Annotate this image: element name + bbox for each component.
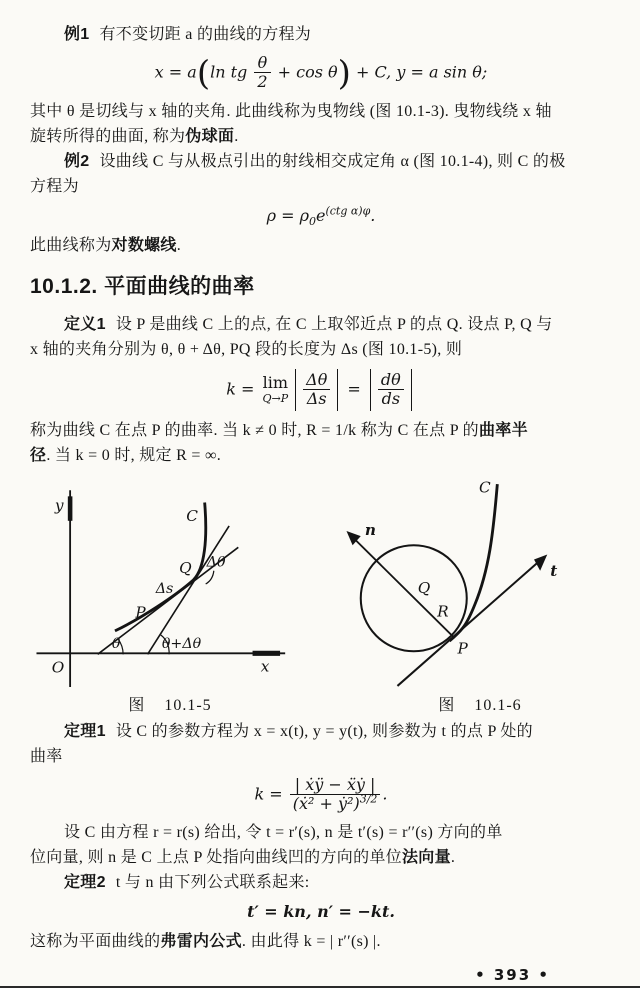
term-log-spiral: 对数螺线 [111, 236, 177, 254]
theorem1-line1 [30, 719, 612, 744]
tractrix-tail: + C, y = a sin θ; [350, 62, 488, 82]
limit-subscript: Q→P [262, 392, 289, 406]
spiral-base1: ρ = ρ [266, 205, 309, 225]
spiral-exponent: (ctg α)φ [325, 204, 371, 218]
deriv-den: ds [381, 389, 401, 409]
formula-curvature-limit [30, 369, 612, 411]
delta-s-label: Δs [155, 580, 174, 597]
figure-10-1-6 [334, 478, 626, 715]
tractrix-para-line1 [30, 99, 612, 124]
normal-vector-label: n [364, 520, 376, 539]
abs-delta [295, 369, 338, 411]
y-axis-label: y [54, 496, 64, 515]
figure-10-1-6-canvas [334, 478, 626, 690]
x-axis-label: x [260, 657, 270, 676]
delta-theta-label: Δθ [206, 554, 226, 571]
example2-label: 例2 [64, 152, 90, 170]
figure-10-1-5-caption: 图 10.1-5 [128, 696, 212, 714]
curvature-text-1: 称为曲线 C 在点 P 的曲率. 当 k ≠ 0 时, R = 1/k 称为 C 在点 P 的 [30, 421, 479, 439]
vector-text-3: . [450, 849, 456, 867]
delta-num: Δθ [303, 371, 330, 390]
definition1-line1 [30, 312, 612, 337]
example2-text-2: 方程为 [30, 177, 79, 195]
spiral-text-1: 此曲线称为 [30, 236, 112, 254]
curvature-numerator: | ẋÿ − ẍẏ | [290, 776, 381, 795]
term-frenet-formula: 弗雷内公式 [160, 933, 242, 951]
example2-text-1: 设曲线 C 与从极点引出的射线相交成定角 α (图 10.1-4), 则 C 的极 [99, 152, 566, 170]
vector-para-line1 [30, 820, 612, 845]
term-radius-2: 径 [30, 446, 47, 464]
open-paren: ( [196, 53, 211, 94]
spiral-period: . [370, 205, 376, 225]
vector-para-line2 [30, 845, 612, 870]
curvature-para-line2 [30, 443, 612, 468]
fraction-denominator: 2 [257, 72, 268, 92]
deriv-num: dθ [378, 371, 404, 390]
curvature-fraction [290, 776, 381, 814]
example1-line [30, 22, 612, 47]
delta-theta-arc [206, 570, 214, 583]
tangent-arrowhead [534, 554, 547, 570]
fraction-dtheta-ds-delta [303, 371, 330, 409]
spiral-para-line [30, 233, 612, 258]
example1-text: 有不变切距 a 的曲线的方程为 [99, 26, 312, 43]
frenet-text-1: 这称为平面曲线的 [30, 933, 161, 951]
curve-c-label: C [186, 506, 198, 525]
theorem2-text: t 与 n 由下列公式联系起来: [115, 874, 310, 892]
figure-10-1-5 [32, 478, 308, 715]
fraction-numerator: θ [254, 54, 270, 73]
figures-row [30, 478, 612, 715]
param-period: . [382, 783, 388, 803]
delta-den: Δs [306, 389, 327, 409]
denominator-base: (ẋ² + ẏ²) [292, 793, 360, 813]
tangent-vector-label: t [550, 561, 558, 580]
term-radius-1: 曲率半 [478, 421, 528, 439]
curve-c-path [449, 484, 497, 641]
formula-log-spiral [30, 206, 612, 226]
figure-10-1-6-caption: 图 10.1-6 [438, 696, 522, 714]
page-number: • 393 • [475, 966, 550, 985]
theorem1-text-2: 曲率 [30, 747, 63, 765]
figure-10-1-5-canvas [32, 478, 308, 690]
denominator-exponent: 3/2 [359, 792, 378, 806]
close-paren: ) [337, 53, 351, 94]
example2-line2 [30, 174, 612, 199]
param-lhs: k = [254, 783, 288, 803]
definition1-text-2: x 轴的夹角分别为 θ, θ + Δθ, PQ 段的长度为 Δs (图 10.1-5), 则 [30, 340, 463, 358]
term-normal-vector: 法向量 [401, 849, 451, 867]
center-q-label: Q [417, 578, 431, 597]
fraction-dtheta-ds [378, 371, 404, 409]
tractrix-text-2: 旋转所得的曲面, 称为 [30, 127, 186, 145]
origin-label: O [51, 658, 65, 677]
spiral-base2: e [315, 205, 326, 225]
definition1-label: 定义1 [64, 315, 106, 333]
curvature-para-line1 [30, 418, 612, 443]
frenet-para-line [30, 929, 612, 954]
tractrix-costheta: + cos θ [272, 62, 338, 82]
curvature-denominator [290, 792, 381, 813]
definition1-text-1: 设 P 是曲线 C 上的点, 在 C 上取邻近点 P 的点 Q. 设点 P, Q 与 [115, 315, 553, 333]
curvature-eq: = [342, 379, 366, 399]
curvature-text-2: . 当 k = 0 时, 规定 R = ∞. [46, 446, 222, 464]
theorem1-label: 定理1 [64, 722, 106, 740]
vector-text-1: 设 C 由方程 r = r(s) 给出, 令 t = r′(s), n 是 t′(s) = r′′(s) 方向的单 [64, 824, 503, 842]
section-title: 平面曲线的曲率 [104, 274, 255, 298]
tractrix-text-1: 其中 θ 是切线与 x 轴的夹角. 此曲线称为曳物线 (图 10.1-3). 曳物线绕 x 轴 [30, 102, 552, 120]
example1-label: 例1 [64, 26, 90, 43]
point-p-label: P [457, 638, 468, 657]
tractrix-lhs: x = a [154, 62, 197, 82]
point-p-label: P [135, 603, 146, 622]
limit-operator [263, 375, 289, 404]
radius-r-label: R [437, 602, 449, 621]
curvature-lhs: k = [226, 379, 260, 399]
formula-parametric-curvature [30, 776, 612, 814]
definition1-line2 [30, 337, 612, 362]
vector-text-2: 位向量, 则 n 是 C 上点 P 处指向曲线凹的方向的单位 [30, 849, 402, 867]
tractrix-text-3: . [234, 127, 239, 145]
theta-label: θ [111, 635, 121, 652]
spiral-text-2: . [176, 236, 182, 254]
theorem1-line2 [30, 744, 612, 769]
curve-c-label: C [478, 477, 491, 496]
example2-line1 [30, 149, 612, 174]
fraction-theta-2 [254, 54, 270, 92]
formula-tractrix [30, 54, 612, 92]
theta-plus-label: θ+Δθ [161, 635, 202, 652]
section-heading [30, 274, 612, 300]
frenet-equations: t′ = kn, n′ = −kt. [247, 902, 395, 922]
theorem2-label: 定理2 [64, 874, 106, 892]
formula-frenet [30, 902, 612, 922]
abs-derivative [370, 369, 412, 411]
term-pseudosphere: 伪球面 [185, 127, 235, 145]
spiral-subscript: 0 [308, 214, 316, 228]
theorem1-text-1: 设 C 的参数方程为 x = x(t), y = y(t), 则参数为 t 的点 P 处的 [115, 722, 533, 740]
section-number: 10.1.2. [30, 274, 98, 298]
point-q-label: Q [179, 558, 192, 577]
tractrix-para-line2 [30, 124, 612, 149]
limit-lim: lim [262, 373, 289, 393]
tractrix-lntg: ln tg [210, 62, 253, 82]
frenet-text-2: . 由此得 k = | r′′(s) |. [241, 933, 381, 951]
theorem2-line [30, 870, 612, 895]
